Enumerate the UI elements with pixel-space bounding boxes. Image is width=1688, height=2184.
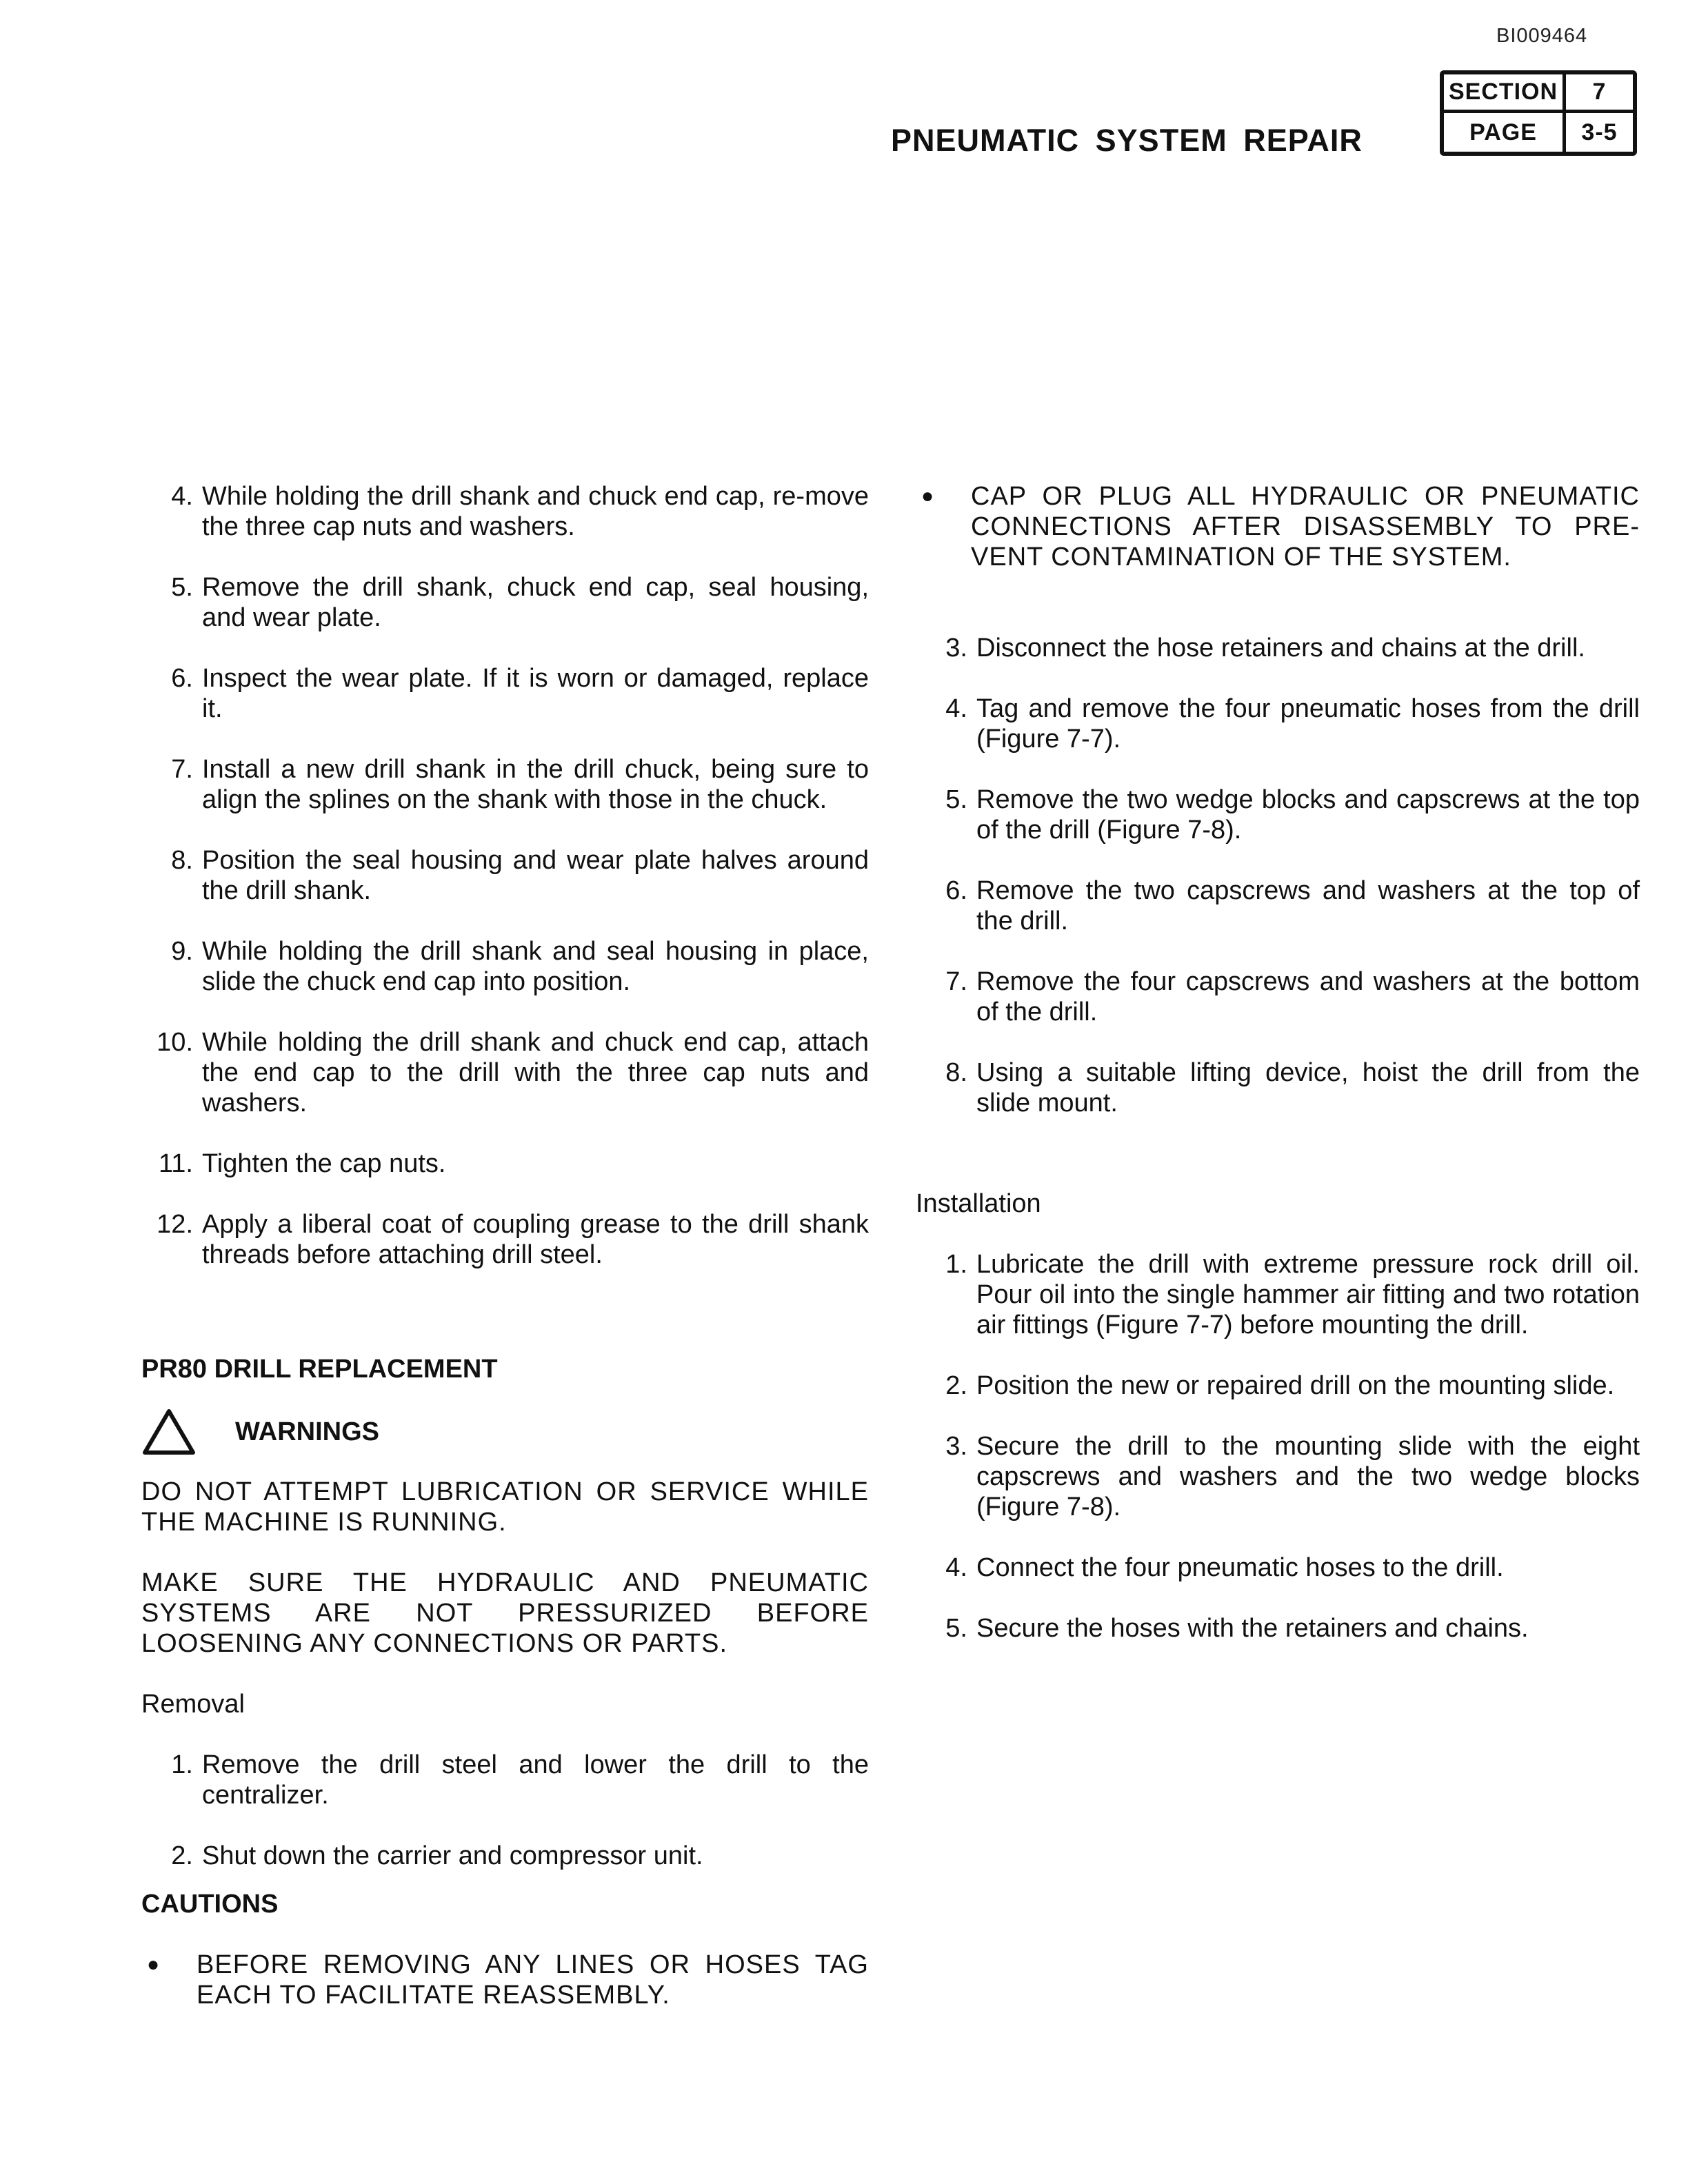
list-item [141, 663, 869, 724]
step-text: Secure the hoses with the retainers and chains. [976, 1614, 1529, 1643]
step-text: Tag and remove the four pneumatic hoses from the drill (Figure 7-7). [976, 694, 1640, 754]
list-item [141, 1750, 869, 1810]
list-item [916, 1058, 1640, 1118]
list-item [141, 936, 869, 997]
step-text: Tighten the cap nuts. [202, 1149, 446, 1178]
list-item [141, 1841, 869, 1871]
step-number: 8. [171, 846, 193, 875]
list-item [141, 845, 869, 906]
list-item [916, 785, 1640, 845]
step-text: Secure the drill to the mounting slide with the eight capscrews and washers and the two wedge blocks (Figure 7-8). [976, 1432, 1640, 1521]
step-number: 1. [171, 1750, 193, 1779]
step-number: 3. [945, 634, 967, 663]
document-id: BI009464 [1496, 25, 1588, 47]
step-number: 4. [171, 482, 193, 511]
list-item [916, 633, 1640, 663]
step-number: 1. [945, 1250, 967, 1279]
warnings-row [141, 1408, 869, 1456]
list-item [141, 754, 869, 815]
list-item [141, 481, 869, 542]
step-number: 11. [158, 1149, 193, 1178]
step-number: 10. [157, 1028, 193, 1057]
step-number: 8. [945, 1058, 967, 1087]
step-text: While holding the drill shank and seal housing in place, slide the chuck end cap into position. [202, 937, 869, 996]
caution-item [916, 481, 1640, 572]
step-number: 5. [945, 785, 967, 814]
step-number: 12. [157, 1210, 193, 1239]
list-item [916, 1249, 1640, 1340]
page-value: 3-5 [1563, 113, 1633, 152]
step-text: Remove the four capscrews and washers at the bottom of the drill. [976, 967, 1640, 1027]
list-item [916, 967, 1640, 1027]
step-number: 7. [171, 755, 193, 784]
step-text: Remove the drill shank, chuck end cap, seal housing, and wear plate. [202, 573, 869, 632]
step-text: Using a suitable lifting device, hoist the drill from the slide mount. [976, 1058, 1640, 1118]
list-item [916, 1553, 1640, 1583]
section-value: 7 [1563, 74, 1633, 113]
step-text: Remove the two capscrews and washers at the top of the drill. [976, 876, 1640, 936]
left-column [141, 481, 869, 2041]
installation-heading: Installation [916, 1189, 1041, 1218]
step-number: 5. [945, 1614, 967, 1643]
list-item [141, 1149, 869, 1179]
step-text: While holding the drill shank and chuck end cap, attach the end cap to the drill with the three cap nuts and washers. [202, 1028, 869, 1118]
step-text: Apply a liberal coat of coupling grease to the drill shank threads before attaching drill steel. [202, 1210, 869, 1269]
list-item [916, 1371, 1640, 1401]
page-label: PAGE [1469, 119, 1537, 145]
step-text: Shut down the carrier and compressor unit. [202, 1841, 703, 1870]
step-number: 2. [945, 1371, 967, 1400]
caution-text: BEFORE REMOVING ANY LINES OR HOSES TAG EACH TO FACILITATE REASSEMBLY. [197, 1950, 869, 2010]
step-number: 3. [945, 1432, 967, 1461]
list-item [141, 1209, 869, 1270]
section-page-box [1440, 70, 1637, 156]
step-text: Position the new or repaired drill on the mounting slide. [976, 1371, 1615, 1400]
step-number: 2. [171, 1841, 193, 1870]
step-number: 6. [945, 876, 967, 905]
caution-item [141, 1950, 869, 2010]
warning-text: MAKE SURE THE HYDRAULIC AND PNEUMATIC SYSTEMS ARE NOT PRESSURIZED BEFORE LOOSENING ANY CONNECTIONS OR PARTS. [141, 1568, 869, 1658]
warning-text: DO NOT ATTEMPT LUBRICATION OR SERVICE WHILE THE MACHINE IS RUNNING. [141, 1477, 869, 1537]
step-number: 6. [171, 664, 193, 693]
right-column [916, 481, 1640, 1674]
list-item [916, 1431, 1640, 1522]
list-item [916, 1613, 1640, 1644]
caution-text: CAP OR PLUG ALL HYDRAULIC OR PNEUMATIC CONNECTIONS AFTER DISASSEMBLY TO PRE-VENT CONTAMINATION OF THE SYSTEM. [971, 482, 1640, 572]
section-heading-drill-replacement: PR80 DRILL REPLACEMENT [141, 1355, 498, 1384]
step-number: 4. [945, 1553, 967, 1582]
step-text: Inspect the wear plate. If it is worn or damaged, replace it. [202, 664, 869, 723]
bullet-icon: ● [147, 1953, 161, 1976]
warnings-heading: WARNINGS [235, 1417, 379, 1446]
removal-heading: Removal [141, 1690, 245, 1719]
step-number: 4. [945, 694, 967, 723]
step-text: Install a new drill shank in the drill chuck, being sure to align the splines on the shank with those in the chuck. [202, 755, 869, 814]
step-number: 9. [171, 937, 193, 966]
step-text: Disconnect the hose retainers and chains at the drill. [976, 634, 1585, 663]
step-text: Position the seal housing and wear plate halves around the drill shank. [202, 846, 869, 905]
list-item [916, 876, 1640, 936]
list-item [916, 694, 1640, 754]
step-text: Remove the two wedge blocks and capscrews at the top of the drill (Figure 7-8). [976, 785, 1640, 845]
list-item [141, 572, 869, 633]
step-number: 7. [945, 967, 967, 996]
section-label: SECTION [1444, 74, 1563, 113]
bullet-icon: ● [921, 485, 935, 507]
list-item [141, 1027, 869, 1118]
step-text: Remove the drill steel and lower the drill to the centralizer. [202, 1750, 869, 1810]
cautions-heading: CAUTIONS [141, 1890, 279, 1919]
step-number: 5. [171, 573, 193, 602]
step-text: While holding the drill shank and chuck end cap, re-move the three cap nuts and washers. [202, 482, 869, 541]
page-title: PNEUMATIC SYSTEM REPAIR [891, 123, 1363, 158]
warning-triangle-icon [141, 1408, 197, 1456]
step-text: Lubricate the drill with extreme pressure rock drill oil. Pour oil into the single hammer air fitting and two rotation air fittings (Figure 7-7) before mounting the drill. [976, 1250, 1640, 1339]
step-text: Connect the four pneumatic hoses to the drill. [976, 1553, 1504, 1582]
